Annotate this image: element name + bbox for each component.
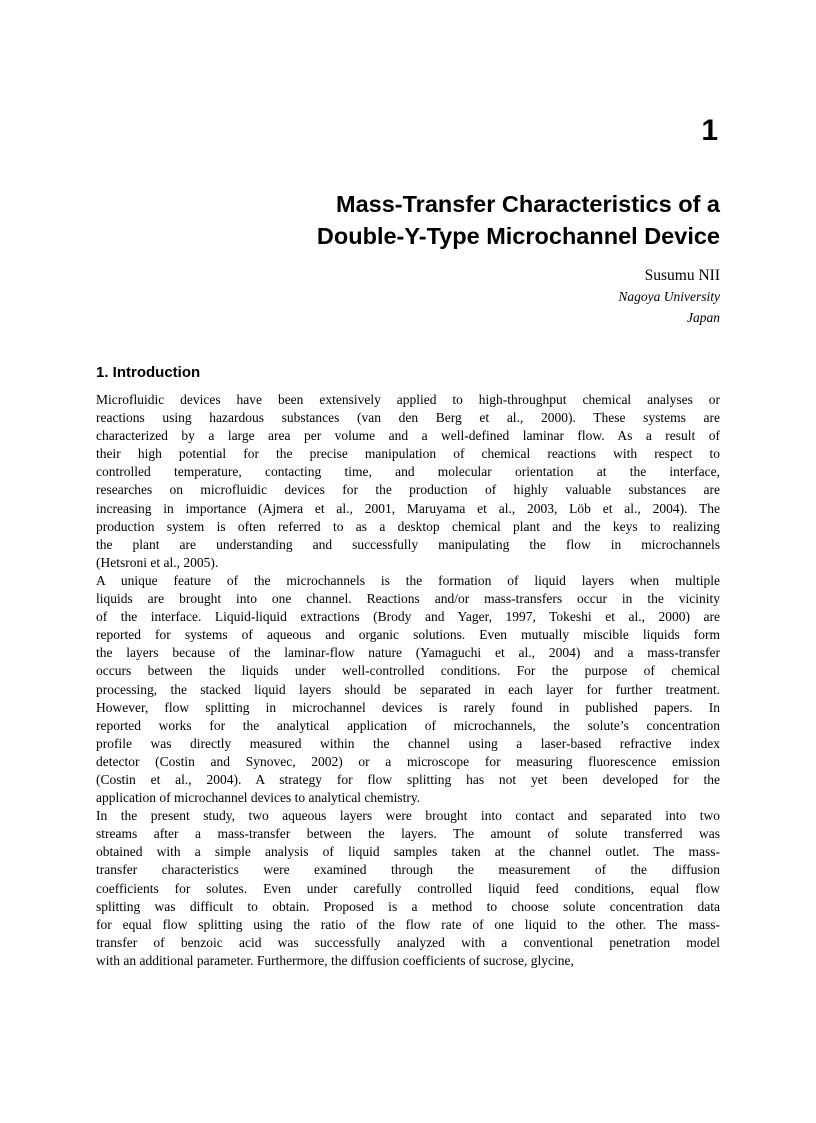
text-line: streams after a mass-transfer between the layers. The amount of solute transferred was bbox=[96, 826, 720, 842]
text-line: controlled temperature, contacting time, and molecular orientation at the interface, bbox=[96, 464, 720, 480]
text-line: application of microchannel devices to analytical chemistry. bbox=[96, 790, 421, 806]
text-line: transfer of benzoic acid was successfully analyzed with a conventional penetration model bbox=[96, 934, 720, 950]
chapter-number: 1 bbox=[701, 114, 718, 147]
text-line: their high potential for the precise manipulation of chemical reactions with respect to bbox=[96, 446, 720, 462]
text-line: detector (Costin and Synovec, 2002) or a microscope for measuring fluorescence emission bbox=[96, 753, 720, 769]
text-line: the layers because of the laminar-flow nature (Yamaguchi et al., 2004) and a mass-transfer bbox=[96, 645, 720, 661]
text-line: (Hetsroni et al., 2005). bbox=[96, 554, 219, 570]
paragraph bbox=[96, 807, 720, 970]
author-country: Japan bbox=[687, 310, 720, 325]
body-text bbox=[96, 391, 720, 970]
text-line: In the present study, two aqueous layers were brought into contact and separated into two bbox=[96, 808, 720, 824]
chapter-title-line: Mass-Transfer Characteristics of a bbox=[336, 191, 720, 217]
text-line: However, flow splitting in microchannel devices is rarely found in published papers. In bbox=[96, 699, 720, 715]
text-line: researches on microfluidic devices for the production of highly valuable substances are bbox=[96, 482, 720, 498]
text-line: liquids are brought into one channel. Reactions and/or mass-transfers occur in the vicinity bbox=[96, 591, 720, 607]
text-line: reported works for the analytical application of microchannels, the solute’s concentration bbox=[96, 717, 720, 733]
text-line: coefficients for solutes. Even under carefully controlled liquid feed conditions, equal flow bbox=[96, 880, 720, 896]
text-line: with an additional parameter. Furthermore, the diffusion coefficients of sucrose, glycine, bbox=[96, 952, 574, 968]
author-name: Susumu NII bbox=[644, 267, 720, 284]
text-line: reactions using hazardous substances (van den Berg et al., 2000). These systems are bbox=[96, 410, 720, 426]
text-line: occurs between the liquids under well-controlled conditions. For the purpose of chemical bbox=[96, 663, 720, 679]
section-heading: 1. Introduction bbox=[96, 364, 201, 381]
text-line: characterized by a large area per volume and a well-defined laminar flow. As a result of bbox=[96, 428, 720, 444]
text-line: production system is often referred to as a desktop chemical plant and the keys to realizing bbox=[96, 518, 720, 534]
text-line: profile was directly measured within the channel using a laser-based refractive index bbox=[96, 735, 720, 751]
text-line: A unique feature of the microchannels is the formation of liquid layers when multiple bbox=[96, 572, 720, 588]
chapter-title-line: Double-Y-Type Microchannel Device bbox=[316, 223, 720, 249]
author-institution: Nagoya University bbox=[618, 289, 720, 304]
text-line: of the interface. Liquid-liquid extractions (Brody and Yager, 1997, Tokeshi et al., 2000) are bbox=[96, 609, 720, 625]
paragraph bbox=[96, 391, 720, 572]
text-line: splitting was difficult to obtain. Proposed is a method to choose solute concentration data bbox=[96, 898, 720, 914]
text-line: reported for systems of aqueous and organic solutions. Even mutually miscible liquids form bbox=[96, 627, 720, 643]
text-line: increasing in importance (Ajmera et al., 2001, Maruyama et al., 2003, Löb et al., 2004). The bbox=[96, 500, 720, 516]
text-line: the plant are understanding and successfully manipulating the flow in microchannels bbox=[96, 536, 720, 552]
text-line: for equal flow splitting using the ratio of the flow rate of one liquid to the other. The mass- bbox=[96, 916, 720, 932]
text-line: transfer characteristics were examined through the measurement of the diffusion bbox=[96, 862, 720, 878]
chapter-title bbox=[160, 188, 720, 252]
text-line: obtained with a simple analysis of liquid samples taken at the channel outlet. The mass- bbox=[96, 844, 720, 860]
text-line: Microfluidic devices have been extensively applied to high-throughput chemical analyses or bbox=[96, 392, 720, 407]
text-line: (Costin et al., 2004). A strategy for flow splitting has not yet been developed for the bbox=[96, 771, 720, 787]
author-block bbox=[618, 265, 720, 328]
text-line: processing, the stacked liquid layers should be separated in each layer for further treatment. bbox=[96, 681, 720, 697]
paragraph bbox=[96, 572, 720, 807]
